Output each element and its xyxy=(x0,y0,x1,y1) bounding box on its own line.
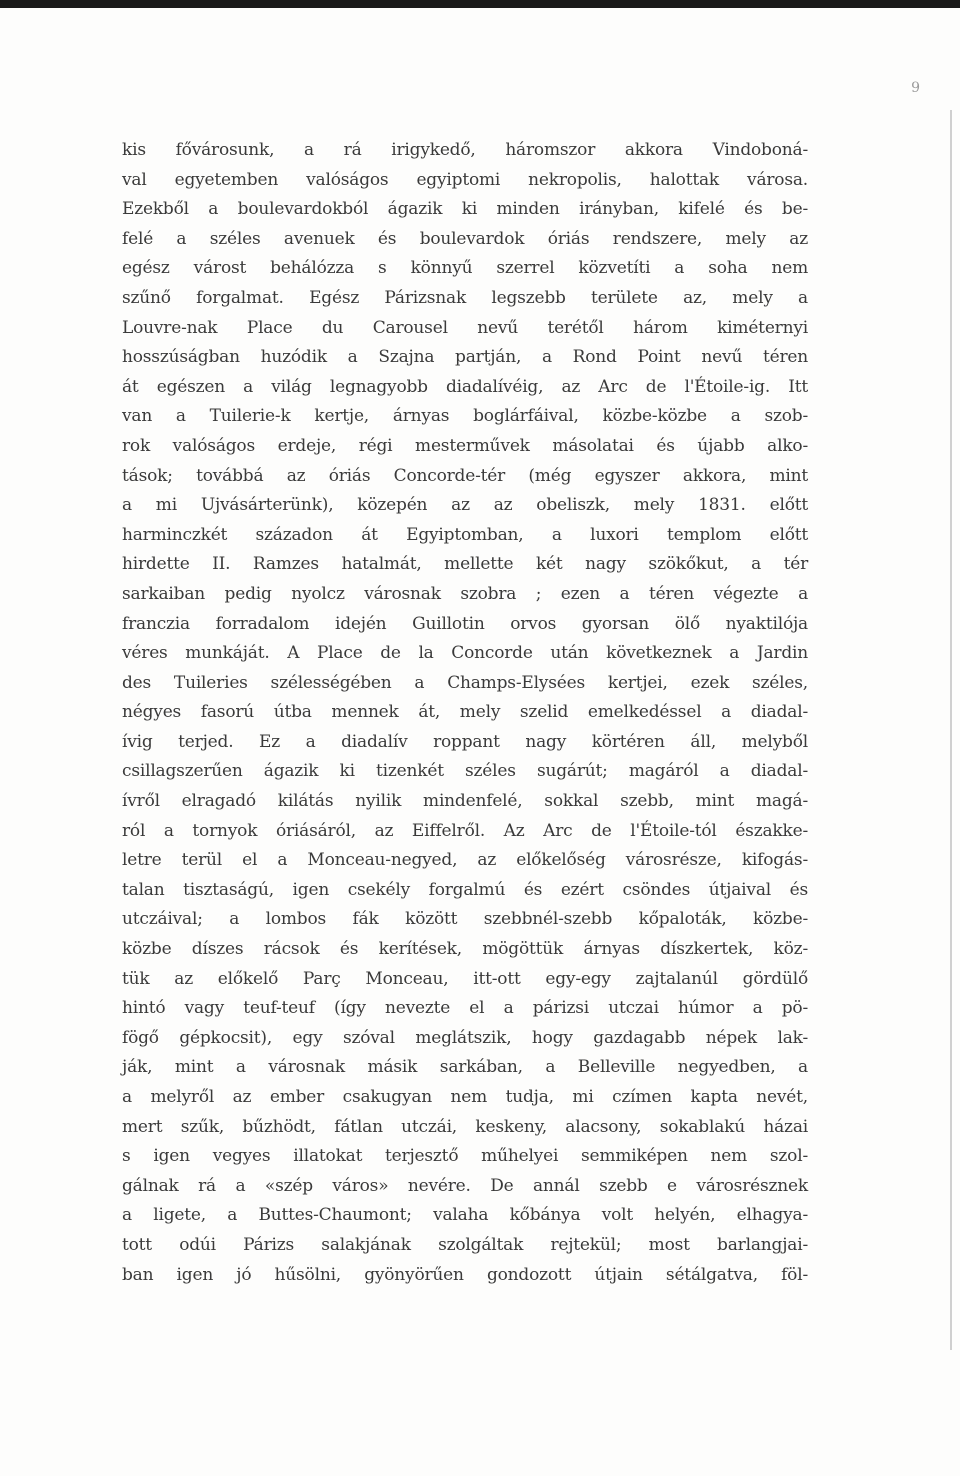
text-line: a ligete, a Buttes-Chaumont; valaha kőbánya volt helyén, elhagya- xyxy=(122,1205,808,1226)
text-line: hirdette II. Ramzes hatalmát, mellette két nagy szökőkut, a tér xyxy=(122,554,808,575)
text-line: tük az előkelő Parç Monceau, itt-ott egy-egy zajtalanúl gördülő xyxy=(122,968,808,989)
text-line: hintó vagy teuf-teuf (így nevezte el a párizsi utczai húmor a pö- xyxy=(122,998,808,1019)
text-line: val egyetemben valóságos egyiptomi nekropolis, halottak városa. xyxy=(122,169,808,190)
text-line: ívről elragadó kilátás nyilik mindenfelé, sokkal szebb, mint magá- xyxy=(122,791,808,812)
text-line: négyes fasorú útba mennek át, mely szelid emelkedéssel a diadal- xyxy=(122,702,808,723)
text-line: a mi Ujvásárterünk), közepén az az obeliszk, mely 1831. előtt xyxy=(122,495,808,516)
text-line: egész várost behálózza s könnyű szerrel közvetíti a soha nem xyxy=(122,258,808,279)
text-line: felé a széles avenuek és boulevardok óriás rendszere, mely az xyxy=(122,228,808,249)
scan-right-edge xyxy=(950,110,952,1350)
text-line: tások; továbbá az óriás Concorde-tér (még egyszer akkora, mint xyxy=(122,465,808,486)
text-line: talan tisztaságú, igen csekély forgalmú és ezért csöndes útjaival és xyxy=(122,879,808,900)
text-line: Ezekből a boulevardokból ágazik ki minden irányban, kifelé és be- xyxy=(122,199,808,220)
text-line: a melyről az ember csakugyan nem tudja, mi czímen kapta nevét, xyxy=(122,1087,808,1107)
text-line: át egészen a világ legnagyobb diadalívéig, az Arc de l'Étoile-ig. Itt xyxy=(122,376,808,397)
text-line: tott odúi Párizs salakjának szolgáltak rejtekül; most barlangjai- xyxy=(122,1234,808,1255)
text-line: sarkaiban pedig nyolcz városnak szobra ; ezen a téren végezte a xyxy=(122,583,808,604)
page-number: 9 xyxy=(911,80,920,96)
text-line: ják, mint a városnak másik sarkában, a Belleville negyedben, a xyxy=(122,1057,808,1078)
text-line: ban igen jó hűsölni, gyönyörűen gondozott útjain sétálgatva, föl- xyxy=(122,1264,808,1285)
text-line: van a Tuilerie-k kertje, árnyas boglárfáival, közbe-közbe a szob- xyxy=(122,406,808,427)
text-line: hosszúságban huzódik a Szajna partján, a Rond Point nevű téren xyxy=(122,347,808,368)
text-line: ívig terjed. Ez a diadalív roppant nagy körtéren áll, melyből xyxy=(122,731,808,752)
text-line: utczáival; a lombos fák között szebbnél-szebb kőpaloták, közbe- xyxy=(122,909,808,930)
text-line: des Tuileries szélességében a Champs-Elysées kertjei, ezek széles, xyxy=(122,672,808,693)
text-line: mert szűk, bűzhödt, fátlan utczái, keskeny, alacsony, sokablakú házai xyxy=(122,1116,808,1137)
text-line: gálnak rá a «szép város» nevére. De annál szebb e városrésznek xyxy=(122,1175,808,1196)
text-line: csillagszerűen ágazik ki tizenkét széles sugárút; magáról a diadal- xyxy=(122,761,808,782)
text-line: franczia forradalom idején Guillotin orvos gyorsan ölő nyaktilója xyxy=(122,613,808,634)
text-line: letre terül el a Monceau-negyed, az előkelőség városrésze, kifogás- xyxy=(122,850,808,871)
text-line: harminczkét századon át Egyiptomban, a luxori templom előtt xyxy=(122,524,808,545)
scan-top-border xyxy=(0,0,960,8)
text-line: kis fővárosunk, a rá irigykedő, háromszor akkora Vindoboná- xyxy=(122,140,808,160)
text-line: ról a tornyok óriásáról, az Eiffelről. Az Arc de l'Étoile-tól északke- xyxy=(122,820,808,841)
text-line: fögő gépkocsit), egy szóval meglátszik, hogy gazdagabb népek lak- xyxy=(122,1027,808,1048)
text-line: szűnő forgalmat. Egész Párizsnak legszebb területe az, mely a xyxy=(122,287,808,308)
text-line: véres munkáját. A Place de la Concorde után következnek a Jardin xyxy=(122,643,808,664)
text-line: Louvre-nak Place du Carousel nevű terétől három kiméternyi xyxy=(122,317,808,338)
text-line: s igen vegyes illatokat terjesztő műhelyei semmiképen nem szol- xyxy=(122,1146,808,1167)
text-line: rok valóságos erdeje, régi mesterművek másolatai és újabb alko- xyxy=(122,435,808,456)
text-line: közbe díszes rácsok és kerítések, mögöttük árnyas díszkertek, köz- xyxy=(122,939,808,960)
body-text xyxy=(122,136,808,1290)
